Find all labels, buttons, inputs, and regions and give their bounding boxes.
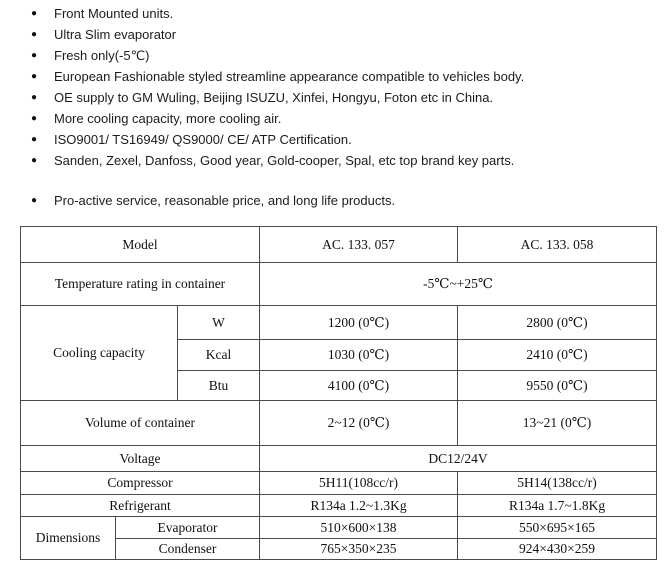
cell-cooling-unit-btu: Btu [178,371,260,401]
bullet-icon: ● [31,50,38,61]
bullet-icon: ● [31,8,38,19]
list-item-text: Front Mounted units. [54,6,174,21]
cell-evaporator-sublabel: Evaporator [116,517,260,539]
cell-compressor-2: 5H14(138cc/r) [458,472,657,495]
table-row-volume [21,401,657,446]
list-item-text: Fresh only(-5℃) [54,48,150,63]
table-row-cooling-w [21,306,657,340]
cell-model-2: AC. 133. 058 [458,227,657,263]
list-item [0,150,668,171]
cell-compressor-1: 5H11(108cc/r) [260,472,458,495]
cell-voltage-value: DC12/24V [260,446,657,472]
feature-list [0,0,668,211]
cell-volume-2: 13~21 (0℃) [458,401,657,446]
cell-model-label: Model [21,227,260,263]
list-item [0,108,668,129]
cell-volume-1: 2~12 (0℃) [260,401,458,446]
cell-volume-label: Volume of container [21,401,260,446]
cell-voltage-label: Voltage [21,446,260,472]
list-item-text: Pro-active service, reasonable price, and long life products. [54,193,396,208]
bullet-icon: ● [31,155,38,166]
list-item [0,190,668,211]
list-item [0,45,668,66]
list-item [0,3,668,24]
cell-dimensions-label: Dimensions [21,517,116,560]
table-row-temperature [21,263,657,306]
cell-model-1: AC. 133. 057 [260,227,458,263]
list-item [0,24,668,45]
cell-cooling-btu-1: 4100 (0℃) [260,371,458,401]
bullet-icon: ● [31,71,38,82]
cell-cooling-w-1: 1200 (0℃) [260,306,458,340]
list-item [0,87,668,108]
list-item-text: Ultra Slim evaporator [54,27,177,42]
cell-cooling-kcal-2: 2410 (0℃) [458,340,657,371]
cell-refrigerant-2: R134a 1.7~1.8Kg [458,495,657,517]
table-row-voltage [21,446,657,472]
list-item-text: ISO9001/ TS16949/ QS9000/ CE/ ATP Certification. [54,132,352,147]
cell-condenser-sublabel: Condenser [116,539,260,560]
table-row-refrigerant [21,495,657,517]
table-row-dimensions-condenser [21,539,657,560]
cell-evaporator-2: 550×695×165 [458,517,657,539]
list-item [0,129,668,150]
cell-cooling-btu-2: 9550 (0℃) [458,371,657,401]
list-item-text: More cooling capacity, more cooling air. [54,111,282,126]
cell-temperature-value: -5℃~+25℃ [260,263,657,306]
cell-condenser-2: 924×430×259 [458,539,657,560]
bullet-icon: ● [31,113,38,124]
cell-compressor-label: Compressor [21,472,260,495]
bullet-icon: ● [31,195,38,206]
list-item-text: Sanden, Zexel, Danfoss, Good year, Gold-cooper, Spal, etc top brand key parts. [54,153,515,168]
bullet-icon: ● [31,92,38,103]
cell-condenser-1: 765×350×235 [260,539,458,560]
cell-cooling-kcal-1: 1030 (0℃) [260,340,458,371]
cell-refrigerant-1: R134a 1.2~1.3Kg [260,495,458,517]
bullet-icon: ● [31,29,38,40]
cell-cooling-unit-w: W [178,306,260,340]
cell-refrigerant-label: Refrigerant [21,495,260,517]
cell-evaporator-1: 510×600×138 [260,517,458,539]
cell-cooling-unit-kcal: Kcal [178,340,260,371]
table-row-model [21,227,657,263]
table-row-compressor [21,472,657,495]
bullet-icon: ● [31,134,38,145]
list-item [0,66,668,87]
list-item-text: European Fashionable styled streamline appearance compatible to vehicles body. [54,69,525,84]
table-row-dimensions-evaporator [21,517,657,539]
cell-cooling-label: Cooling capacity [21,306,178,401]
cell-temperature-label: Temperature rating in container [21,263,260,306]
list-item-text: OE supply to GM Wuling, Beijing ISUZU, Xinfei, Hongyu, Foton etc in China. [54,90,494,105]
cell-cooling-w-2: 2800 (0℃) [458,306,657,340]
spec-table [20,226,657,560]
